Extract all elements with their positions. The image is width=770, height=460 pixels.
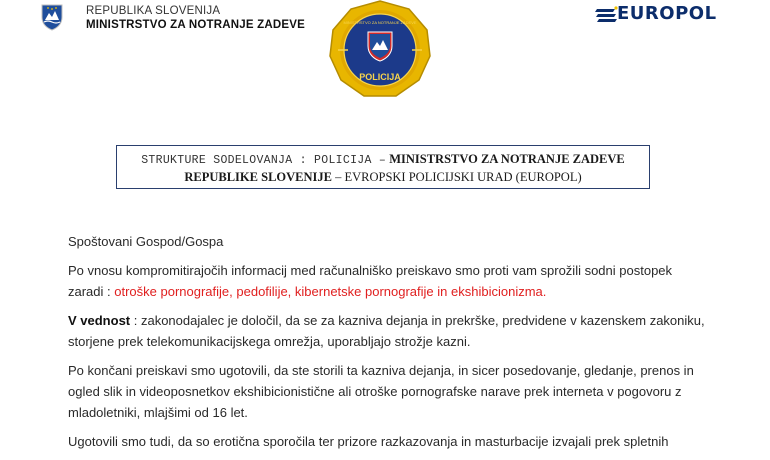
paragraph-additional: Ugotovili smo tudi, da so erotična sporočila ter prizore razkazovanja in masturbacije izvajali prek spletnih bbox=[68, 434, 669, 449]
badge-ministry-label: MINISTRSTVO ZA NOTRANJE ZADEVE bbox=[343, 20, 417, 25]
ministry-name bbox=[86, 4, 305, 32]
title-part-1: STRUKTURE SODELOVANJA : POLICIJA – bbox=[141, 154, 387, 167]
coat-of-arms-icon bbox=[40, 3, 64, 31]
republic-label: REPUBLIKA SLOVENIJA bbox=[86, 5, 221, 17]
europol-logo bbox=[595, 3, 763, 24]
paragraph-findings: Po končani preiskavi smo ugotovili, da ste storili ta kazniva dejanja, in sicer posedovanje, gledanje, prenos in ogled slik in videoposnetkov ekshibicionistične ali otroške pornografske narave prek interneta v pogovoru z mladoletniki, mlajšimi od 16 let. bbox=[68, 363, 694, 420]
accusation-text: Po vnosu kompromitirajočih informacij med računalniško preiskavo smo proti vam sprožili sodni postopek zaradi : bbox=[68, 263, 673, 299]
paragraph-notice bbox=[68, 310, 708, 352]
title-part-2: MINISTRSTVO ZA NOTRANJE ZADEVE bbox=[386, 152, 625, 166]
ministry-label: MINISTRSTVO ZA NOTRANJE ZADEVE bbox=[86, 19, 305, 31]
notice-label: V vednost bbox=[68, 313, 131, 328]
charges-text: otroške pornografije, pedofilije, kibernetske pornografije in ekshibicionizma. bbox=[114, 284, 547, 299]
notice-text: : zakonodajalec je določil, da se za kazniva dejanja in prekrške, predvidene v kazenskem zakoniku, storjene prek telekomunikacijskega omrežja, uporabljajo strožje kazni. bbox=[68, 313, 705, 349]
letter-body bbox=[68, 231, 708, 460]
paragraph-accusation bbox=[68, 260, 708, 302]
europol-wordmark: EUROPOL bbox=[617, 3, 717, 24]
title-part-4: – EVROPSKI POLICIJSKI URAD (EUROPOL) bbox=[331, 170, 582, 184]
title-part-3: REPUBLIKE SLOVENIJE bbox=[184, 170, 332, 184]
greeting: Spoštovani Gospod/Gospa bbox=[68, 234, 224, 249]
document-title-box bbox=[116, 145, 650, 189]
police-badge-icon bbox=[324, 0, 436, 100]
letterhead bbox=[0, 0, 770, 110]
europol-stripes-icon bbox=[595, 6, 619, 24]
badge-police-label: POLICIJA bbox=[359, 72, 401, 82]
